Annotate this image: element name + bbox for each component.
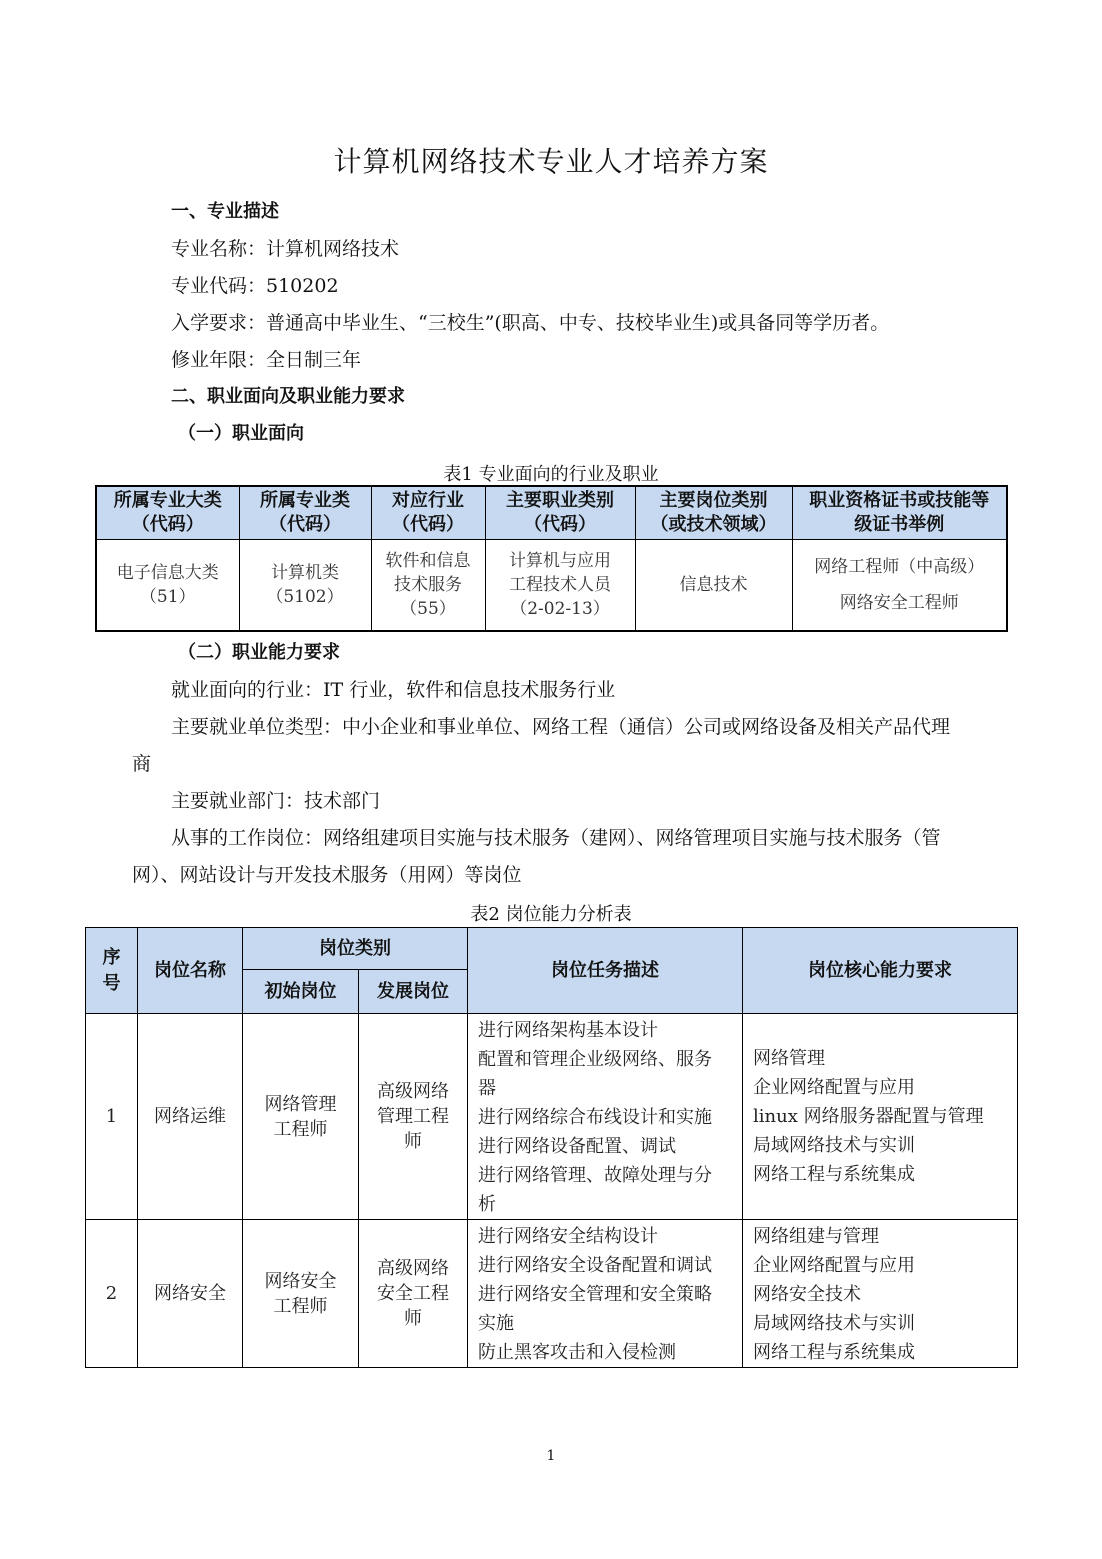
subsection-heading-1: （一）职业面向 [178, 423, 304, 444]
table2-header-index: 序 号 [86, 928, 138, 1014]
table1-cell: 计算机类 （5102） [239, 540, 371, 632]
units-line: 主要就业单位类型：中小企业和事业单位、网络工程（通信）公司或网络设备及相关产品代理 [171, 716, 951, 738]
table1-header-cell: 所属专业大类 （代码） [96, 486, 239, 540]
table2-header-abilities: 岗位核心能力要求 [743, 928, 1018, 1014]
table2-cell-tasks: 进行网络架构基本设计 配置和管理企业级网络、服务 器 进行网络综合布线设计和实施 进行网络设备配置、调试 进行网络管理、故障处理与分 析 [468, 1014, 743, 1220]
table2-cell-develop: 高级网络 管理工程 师 [359, 1014, 468, 1220]
table2-header-name: 岗位名称 [138, 928, 243, 1014]
table1-header-cell: 主要岗位类别 （或技术领域） [635, 486, 792, 540]
section-heading-1: 一、专业描述 [171, 201, 279, 222]
major-code: 专业代码：510202 [171, 275, 339, 297]
page-number: 1 [546, 1448, 556, 1464]
table1-header-cell: 主要职业类别 （代码） [485, 486, 635, 540]
table2-header-develop: 发展岗位 [359, 970, 468, 1014]
table1-header-row [96, 486, 1007, 540]
table2-caption: 表2 岗位能力分析表 [470, 904, 632, 925]
major-name: 专业名称：计算机网络技术 [171, 238, 400, 260]
occupation-table [95, 485, 1008, 632]
table1-cell: 电子信息大类 （51） [96, 540, 239, 632]
table2-row [86, 1014, 1018, 1220]
table1-header-cell: 职业资格证书或技能等 级证书举例 [792, 486, 1007, 540]
table1-header-cell: 所属专业类 （代码） [239, 486, 371, 540]
table2-cell-index: 1 [86, 1014, 138, 1220]
table2-cell-tasks: 进行网络安全结构设计 进行网络安全设备配置和调试 进行网络安全管理和安全策略 实施 防止黑客攻击和入侵检测 [468, 1220, 743, 1368]
position-ability-table [85, 927, 1018, 1368]
table2-cell-index: 2 [86, 1220, 138, 1368]
table1-header-cell: 对应行业 （代码） [371, 486, 485, 540]
table2-cell-abilities: 网络管理 企业网络配置与应用 linux 网络服务器配置与管理 局域网络技术与实训 网络工程与系统集成 [743, 1014, 1018, 1220]
table2-cell-name: 网络安全 [138, 1220, 243, 1368]
entry-requirement: 入学要求：普通高中毕业生、“三校生”(职高、中专、技校毕业生)或具备同等学历者。 [171, 312, 890, 334]
table1-row [96, 540, 1007, 632]
table1-caption: 表1 专业面向的行业及职业 [443, 464, 659, 485]
table1-cell: 计算机与应用 工程技术人员 （2-02-13） [485, 540, 635, 632]
department-line: 主要就业部门：技术部门 [171, 790, 381, 812]
table2-cell-name: 网络运维 [138, 1014, 243, 1220]
table1-cell: 信息技术 [635, 540, 792, 632]
table2-cell-abilities: 网络组建与管理 企业网络配置与应用 网络安全技术 局域网络技术与实训 网络工程与系统集成 [743, 1220, 1018, 1368]
table2-header-initial: 初始岗位 [243, 970, 359, 1014]
table2-row [86, 1220, 1018, 1368]
posts-line: 从事的工作岗位：网络组建项目实施与技术服务（建网）、网络管理项目实施与技术服务（管 [171, 827, 941, 849]
units-line-continued: 商 [132, 753, 152, 775]
subsection-heading-2: （二）职业能力要求 [178, 642, 340, 663]
table2-header-category: 岗位类别 [243, 928, 468, 970]
study-duration: 修业年限：全日制三年 [171, 349, 362, 371]
table2-cell-develop: 高级网络 安全工程 师 [359, 1220, 468, 1368]
table2-header-tasks: 岗位任务描述 [468, 928, 743, 1014]
table1-cell: 网络工程师（中高级） 网络安全工程师 [792, 540, 1007, 632]
section-heading-2: 二、职业面向及职业能力要求 [171, 386, 405, 407]
industry-line: 就业面向的行业：IT 行业，软件和信息技术服务行业 [171, 679, 616, 701]
page-title: 计算机网络技术专业人才培养方案 [333, 145, 769, 178]
table2-cell-initial: 网络管理 工程师 [243, 1014, 359, 1220]
table2-header-row [86, 928, 1018, 970]
table1-cell: 软件和信息 技术服务 （55） [371, 540, 485, 632]
table2-cell-initial: 网络安全 工程师 [243, 1220, 359, 1368]
posts-line-continued: 网）、网站设计与开发技术服务（用网）等岗位 [132, 864, 522, 886]
